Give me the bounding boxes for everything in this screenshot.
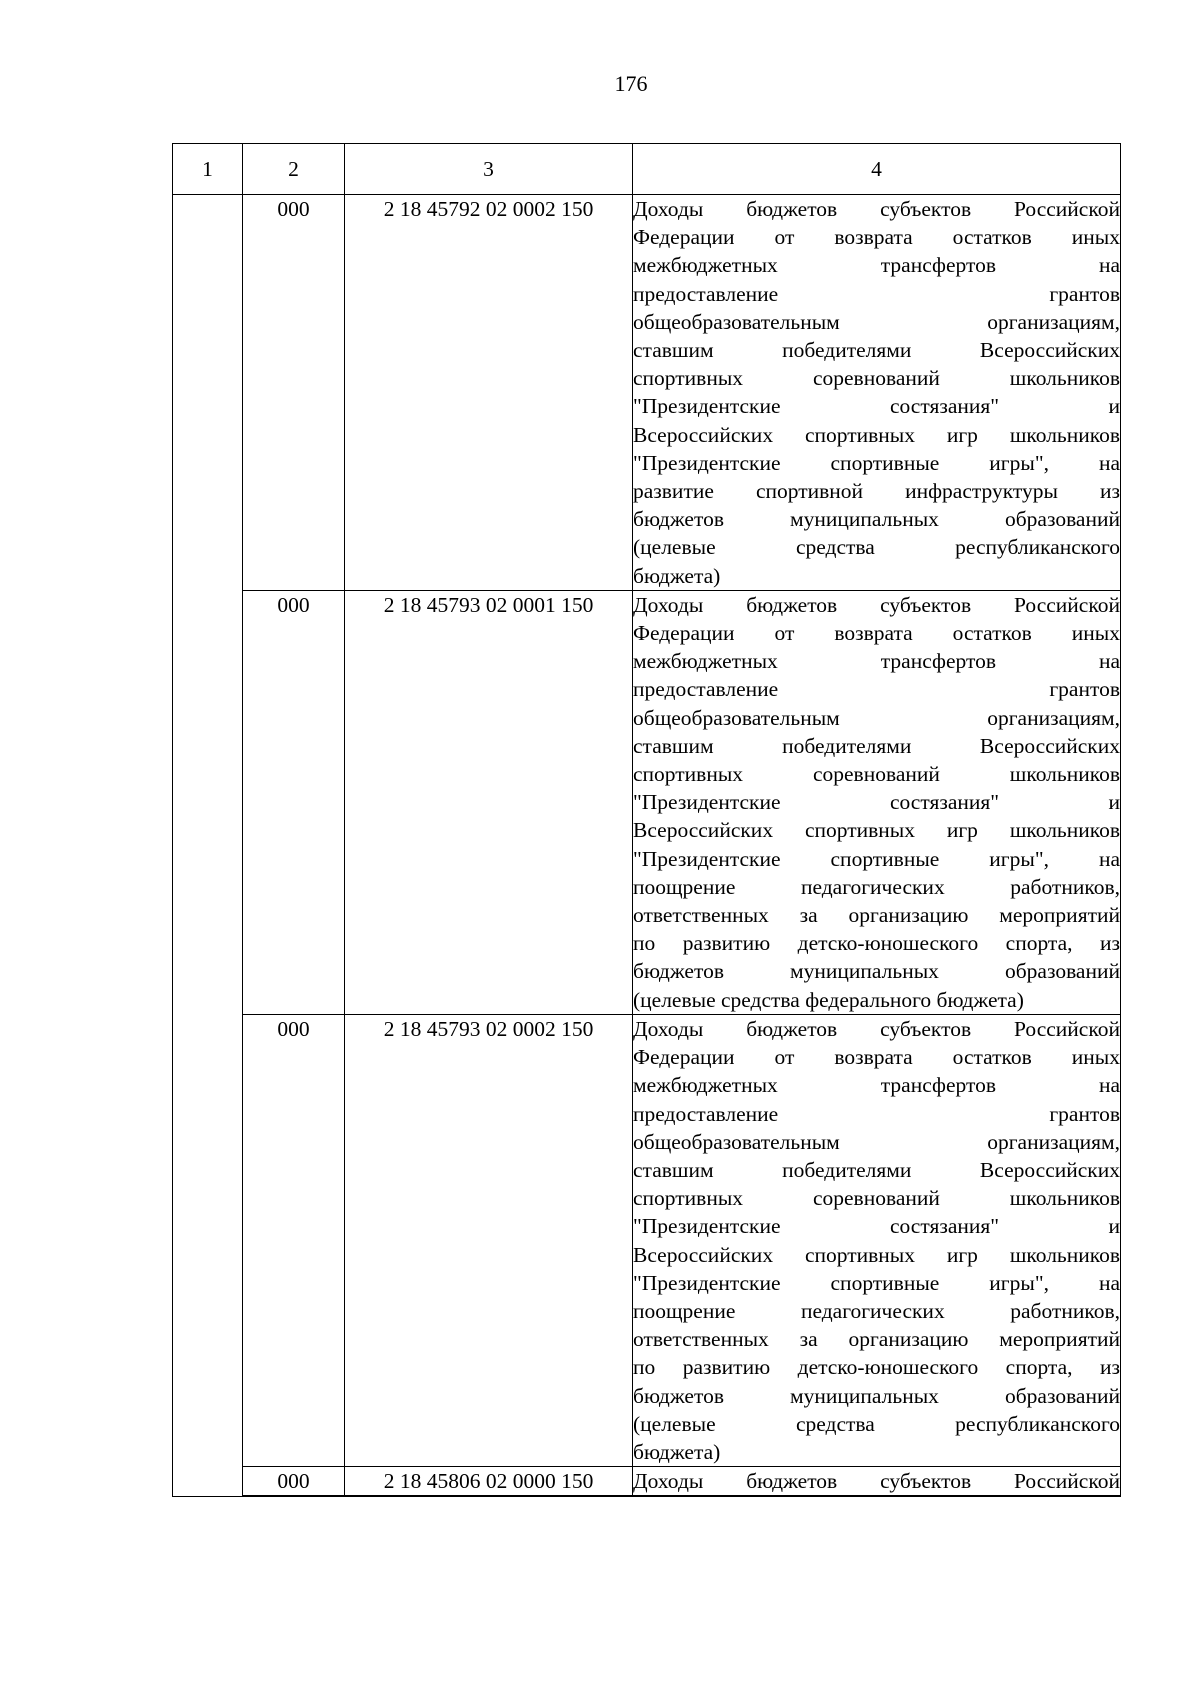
- header-col-3: 3: [345, 144, 633, 195]
- description-line: ответственных за организацию мероприятий: [633, 903, 1120, 928]
- description-cell: [633, 1014, 1121, 1466]
- table-body: [173, 195, 1121, 1497]
- description-line: Доходы бюджетов субъектов Российской: [633, 592, 1120, 617]
- table-row: [173, 1014, 1121, 1466]
- header-col-4: 4: [633, 144, 1121, 195]
- classification-code-cell: 2 18 45806 02 0000 150: [345, 1467, 633, 1497]
- description-line: Доходы бюджетов субъектов Российской: [633, 1016, 1120, 1041]
- budget-classification-table: [172, 143, 1121, 1497]
- description-line: бюджета): [633, 1439, 721, 1464]
- description-line: бюджетов муниципальных образований: [633, 1383, 1120, 1408]
- admin-code-cell: 000: [243, 1014, 345, 1466]
- description-line: общеобразовательным организациям,: [633, 705, 1120, 730]
- classification-code-cell: 2 18 45793 02 0002 150: [345, 1014, 633, 1466]
- description-line: ответственных за организацию мероприятий: [633, 1327, 1120, 1352]
- table-row: [173, 195, 1121, 591]
- admin-code-cell: 000: [243, 1467, 345, 1497]
- description-cell: [633, 195, 1121, 591]
- table-header-row: [173, 144, 1121, 195]
- description-line: поощрение педагогических работников,: [633, 1298, 1120, 1323]
- description-line: "Президентские состязания" и: [633, 790, 1120, 815]
- description-cell: [633, 1467, 1121, 1497]
- description-line: ставшим победителями Всероссийских: [633, 1157, 1120, 1182]
- table-row: [173, 1467, 1121, 1497]
- classification-code-cell: 2 18 45792 02 0002 150: [345, 195, 633, 591]
- description-line: Федерации от возврата остатков иных: [633, 225, 1120, 250]
- description-line: "Президентские состязания" и: [633, 394, 1120, 419]
- description-line: по развитию детско-юношеского спорта, из: [633, 931, 1120, 956]
- description-line: поощрение педагогических работников,: [633, 874, 1120, 899]
- description-line: (целевые средства республиканского: [633, 1411, 1120, 1436]
- description-line: "Президентские состязания" и: [633, 1214, 1120, 1239]
- description-line: "Президентские спортивные игры", на: [633, 846, 1120, 871]
- description-line: предоставление грантов: [633, 1101, 1120, 1126]
- description-line: развитие спортивной инфраструктуры из: [633, 479, 1120, 504]
- classification-code-cell: 2 18 45793 02 0001 150: [345, 590, 633, 1014]
- description-line: спортивных соревнований школьников: [633, 1186, 1120, 1211]
- description-line: межбюджетных трансфертов на: [633, 649, 1120, 674]
- description-line: Федерации от возврата остатков иных: [633, 621, 1120, 646]
- table-row: [173, 590, 1121, 1014]
- description-line: ставшим победителями Всероссийских: [633, 338, 1120, 363]
- page-number: 176: [614, 71, 648, 96]
- description-line: предоставление грантов: [633, 281, 1120, 306]
- description-line: бюджетов муниципальных образований: [633, 507, 1120, 532]
- description-line: (целевые средства федерального бюджета): [633, 987, 1024, 1012]
- description-line: "Президентские спортивные игры", на: [633, 1270, 1120, 1295]
- description-line: межбюджетных трансфертов на: [633, 1073, 1120, 1098]
- description-line: Всероссийских спортивных игр школьников: [633, 1242, 1120, 1267]
- header-col-1: 1: [173, 144, 243, 195]
- col-1-empty-cell: [173, 195, 243, 1497]
- description-line: бюджетов муниципальных образований: [633, 959, 1120, 984]
- description-line: ставшим победителями Всероссийских: [633, 733, 1120, 758]
- description-line: межбюджетных трансфертов на: [633, 253, 1120, 278]
- description-line: предоставление грантов: [633, 677, 1120, 702]
- description-line: "Президентские спортивные игры", на: [633, 450, 1120, 475]
- description-line: (целевые средства республиканского: [633, 535, 1120, 560]
- description-line: Всероссийских спортивных игр школьников: [633, 422, 1120, 447]
- description-line: Доходы бюджетов субъектов Российской: [633, 1469, 1120, 1494]
- description-line: бюджета): [633, 563, 721, 588]
- description-cell: [633, 590, 1121, 1014]
- description-line: спортивных соревнований школьников: [633, 762, 1120, 787]
- description-line: спортивных соревнований школьников: [633, 366, 1120, 391]
- description-line: Всероссийских спортивных игр школьников: [633, 818, 1120, 843]
- description-line: Федерации от возврата остатков иных: [633, 1045, 1120, 1070]
- description-line: Доходы бюджетов субъектов Российской: [633, 197, 1120, 221]
- admin-code-cell: 000: [243, 590, 345, 1014]
- description-line: общеобразовательным организациям,: [633, 1129, 1120, 1154]
- description-line: по развитию детско-юношеского спорта, из: [633, 1355, 1120, 1380]
- header-col-2: 2: [243, 144, 345, 195]
- admin-code-cell: 000: [243, 195, 345, 591]
- description-line: общеобразовательным организациям,: [633, 309, 1120, 334]
